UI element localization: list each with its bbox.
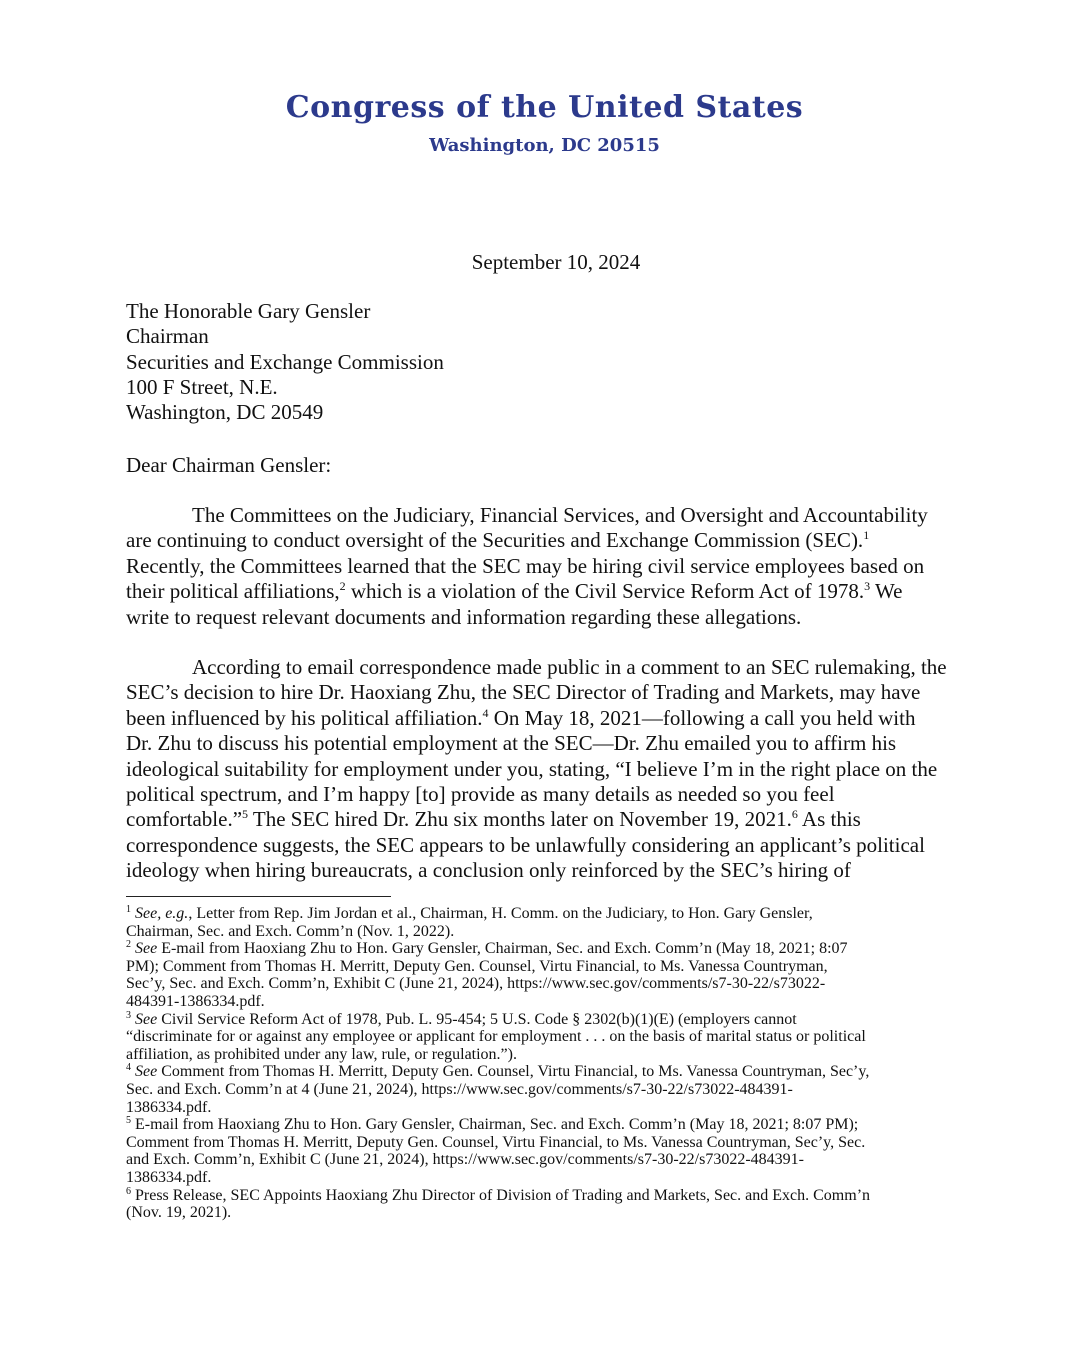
footnote-divider — [126, 896, 391, 897]
address-line: The Honorable Gary Gensler — [126, 299, 371, 323]
paragraph-line: political spectrum, and I’m happy [to] provide as many details as needed so you feel — [126, 782, 835, 807]
paragraph-line: The Committees on the Judiciary, Financial Services, and Oversight and Accountability — [192, 503, 928, 527]
paragraph-line: write to request relevant documents and information regarding these allegations. — [126, 604, 802, 629]
footnote-2: $^2$ See E-mail from Haoxiang Zhu to Hon. Gary Gensler, Chairman, Sec. and Exch. Comm’n (May 18, 2021; 8:07 PM); Comment from Thomas H. Merritt, Deputy Gen. Counsel, Virtu Financial, to Ms. Vanessa Countryman, Sec’y, Sec. and Exch. Comm’n, Exhibit C (June 21, 2024), https://www.sec.gov/comments/s7-30-22/s73022- 484391-1386334.pdf. — [126, 939, 848, 1010]
footnote-ref: 3 — [864, 579, 871, 594]
footnote-1: $^1$ See, e.g., Letter from Rep. Jim Jordan et al., Chairman, H. Comm. on the Judiciary, to Hon. Gary Gensler, Chairman, Sec. and Exch. Comm’n (Nov. 1, 2022). — [126, 904, 813, 940]
paragraph-line: ideology when hiring bureaucrats, a conclusion only reinforced by the SEC’s hiring of — [126, 858, 851, 883]
paragraph-line: correspondence suggests, the SEC appears to be unlawfully considering an applicant’s political — [126, 832, 925, 857]
salutation: Dear Chairman Gensler: — [126, 453, 332, 477]
paragraph-line: are continuing to conduct oversight of the Securities and Exchange Commission (SEC).$^1$ — [126, 528, 870, 553]
letterhead — [0, 86, 1089, 160]
letterhead-title: Congress of the United States — [285, 90, 804, 125]
footnote-number: 2 — [126, 939, 131, 951]
address-line: Washington, DC 20549 — [126, 400, 324, 425]
footnote-3: $^3$ See Civil Service Reform Act of 1978, Pub. L. 95-454; 5 U.S. Code § 2302(b)(1)(E) (employers cannot “discriminate for or against any employee or applicant for employment . . . on the basis of marital status or political affiliation, as prohibited under any law, rule, or regulation.”). — [126, 1009, 866, 1063]
paragraph-line: Dr. Zhu to discuss his potential employment at the SEC—Dr. Zhu emailed you to affirm his — [126, 731, 897, 756]
letter-date: September 10, 2024 — [471, 250, 641, 274]
paragraph-line: comfortable.”$^5$ The SEC hired Dr. Zhu six months later on November 19, 2021.$^6$ As this — [126, 807, 861, 832]
paragraph-line: their political affiliations,$^2$ which is a violation of the Civil Service Reform Act of 1978.$^3$ We — [126, 579, 903, 604]
footnote-6: $^6$ Press Release, SEC Appoints Haoxiang Zhu Director of Division of Trading and Markets, Sec. and Exch. Comm’n (Nov. 19, 2021). — [126, 1185, 871, 1222]
paragraph-line: been influenced by his political affiliation.$^4$ On May 18, 2021—following a call you held with — [126, 705, 916, 730]
footnote-number: 6 — [126, 1185, 131, 1197]
footnote-5: $^5$ E-mail from Haoxiang Zhu to Hon. Gary Gensler, Chairman, Sec. and Exch. Comm’n (May 18, 2021; 8:07 PM); Comment from Thomas H. Merritt, Deputy Gen. Counsel, Virtu Financial, to Ms. Vanessa Countryman, Sec’y, Sec. and Exch. Comm’n, Exhibit C (June 21, 2024), https://www.sec.gov/comments/s7-30-22/s73022-484391- 1386334.pdf. — [126, 1115, 866, 1186]
address-line: 100 F Street, N.E. — [126, 374, 278, 399]
paragraph-line: SEC’s decision to hire Dr. Haoxiang Zhu, the SEC Director of Trading and Markets, may have — [126, 680, 921, 705]
footnote-number: 1 — [126, 904, 131, 915]
paragraph-1 — [126, 503, 986, 630]
recipient-address — [126, 299, 444, 425]
footnote-4: $^4$ See Comment from Thomas H. Merritt, Deputy Gen. Counsel, Virtu Financial, to Ms. Vanessa Countryman, Sec’y, Sec. and Exch. Comm’n at 4 (June 21, 2024), https://www.sec.gov/comments/s7-30-22/s73022-484391- 1386334.pdf. — [126, 1062, 870, 1116]
address-line: Securities and Exchange Commission — [126, 349, 444, 374]
footnote-number: 4 — [126, 1062, 131, 1074]
footnotes — [126, 905, 1006, 1222]
paragraph-line: ideological suitability for employment under you, stating, “I believe I’m in the right place on the — [126, 756, 938, 781]
footnote-number: 5 — [126, 1115, 131, 1127]
footnote-ref: 6 — [791, 807, 798, 822]
footnote-number: 3 — [126, 1009, 131, 1021]
footnote-ref: 5 — [242, 807, 249, 822]
letterhead-subtitle: Washington, DC 20515 — [429, 135, 660, 156]
footnote-ref: 1 — [863, 528, 870, 543]
paragraph-line: Recently, the Committees learned that the SEC may be hiring civil service employees based on — [126, 553, 925, 578]
address-line: Chairman — [126, 324, 209, 349]
footnote-ref: 4 — [482, 705, 489, 720]
paragraph-line: According to email correspondence made public in a comment to an SEC rulemaking, the — [192, 655, 947, 679]
paragraph-2 — [126, 655, 986, 884]
footnote-ref: 2 — [339, 579, 346, 594]
